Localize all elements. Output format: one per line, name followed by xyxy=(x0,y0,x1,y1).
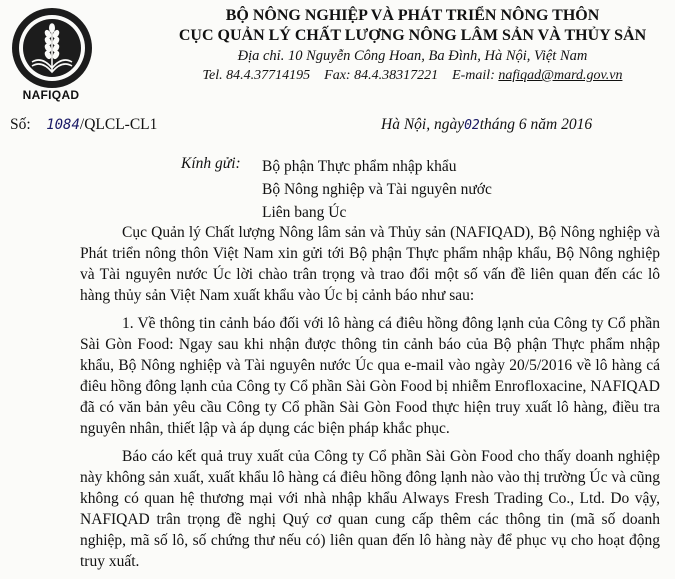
email-link[interactable]: nafiqad@mard.gov.vn xyxy=(498,68,623,83)
ref-prefix: Số: xyxy=(10,116,31,133)
tel: Tel. 84.4.37714195 xyxy=(202,68,311,83)
date-handwritten-day: 02 xyxy=(464,118,480,133)
recipient-line: Bộ phận Thực phẩm nhập khẩu xyxy=(262,158,457,175)
intro-paragraph: Cục Quản lý Chất lượng Nông lâm sản và Thủy sản (NAFIQAD), Bộ Nông nghiệp và Phát triển nông thôn Việt Nam xin gửi tới Bộ phận Thực phẩm nhập khẩu, Bộ Nông nghiệp và Tài nguyên nước Úc lời chào trân trọng và trao đổi một số vấn đề liên quan đến các lô hàng thủy sản Việt Nam xuất khẩu vào Úc bị cảnh báo như sau: xyxy=(80,224,660,304)
traceability-paragraph: Báo cáo kết quả truy xuất của Công ty Cổ phần Sài Gòn Food cho thấy doanh nghiệp này không sản xuất, xuất khẩu lô hàng cá điêu hồng đông lạnh nào vào thị trường Úc và cũng không có quan hệ thương mại với nhà nhập khẩu Always Fresh Trading Co., Ltd. Do vậy, NAFIQAD trân trọng đề nghị Quý cơ quan cung cấp thêm các thông tin (mã số doanh nghiệp, mã số lô, số chứng thư nếu có) liên quan đến lô hàng này để phục vụ cho hoạt động truy xuất. xyxy=(80,448,660,570)
department-name: CỤC QUẢN LÝ CHẤT LƯỢNG NÔNG LÂM SẢN VÀ THỦY SẢN xyxy=(178,27,647,44)
ref-handwritten-number: 1084 xyxy=(46,117,80,133)
address: Địa chỉ. 10 Nguyễn Công Hoan, Ba Đình, Hà Nội, Việt Nam xyxy=(237,48,588,64)
ref-suffix: /QLCL-CL1 xyxy=(79,116,158,133)
item-1-paragraph: 1. Về thông tin cảnh báo đối với lô hàng cá điêu hồng đông lạnh của Công ty Cổ phần Sài Gòn Food: Ngay sau khi nhận được thông tin cảnh báo của Bộ phận Thực phẩm nhập khẩu, Bộ Nông nghiệp và Tài nguyên nước Úc qua e-mail vào ngày 20/5/2016 về lô hàng cá điêu hồng đông lạnh của Công ty Cổ phần Sài Gòn Food bị nhiễm Enrofloxacine, NAFIQAD đã có văn bản yêu cầu Công ty Cổ phần Sài Gòn Food thực hiện truy xuất lô hàng, điều tra nguyên nhân, thiết lập và áp dụng các biện pháp khắc phục. xyxy=(80,315,660,437)
letter-body xyxy=(80,222,660,579)
ministry-name: BỘ NÔNG NGHIỆP VÀ PHÁT TRIỂN NÔNG THÔN xyxy=(225,7,600,24)
logo-caption: NAFIQAD xyxy=(22,88,80,102)
nafiqad-logo-icon xyxy=(10,6,94,90)
date-before: Hà Nội, ngày xyxy=(381,116,465,133)
email-label: E-mail: xyxy=(452,68,495,83)
recipient-line: Bộ Nông nghiệp và Tài nguyên nước xyxy=(262,181,492,198)
reference-number xyxy=(10,116,157,134)
letterhead xyxy=(160,6,665,86)
contact-line xyxy=(160,66,665,86)
recipient-label: Kính gửi: xyxy=(181,155,241,172)
document-date xyxy=(381,116,592,134)
fax: Fax: 84.4.38317221 xyxy=(324,68,439,83)
recipient-line: Liên bang Úc xyxy=(262,204,347,221)
recipient-list xyxy=(262,155,492,224)
date-after: tháng 6 năm 2016 xyxy=(479,116,593,133)
